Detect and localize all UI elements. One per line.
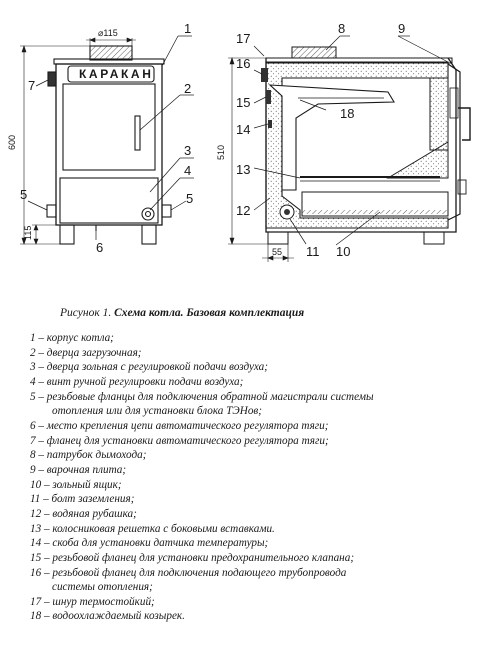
caption-prefix: Рисунок 1. [60, 307, 115, 319]
caption-title: Схема котла. Базовая комплектация [114, 307, 305, 319]
legend-item: 5 – резьбовые фланцы для подключения обратной магистрали системы [30, 390, 374, 403]
legend-item: 17 – шнур термостойкий; [30, 595, 155, 608]
callout-10: 10 [336, 244, 351, 259]
loading-door-handle [135, 116, 140, 150]
legend-item: 10 – зольный ящик; [30, 478, 122, 491]
callout-6: 6 [96, 240, 104, 255]
legend-item: 3 – дверца зольная с регулировкой подачи воздуха; [30, 361, 268, 374]
dim-side-leg: 55 [272, 247, 283, 257]
boiler-body-front [56, 64, 162, 225]
callout-1: 1 [184, 21, 192, 36]
side-door [448, 64, 460, 220]
callout-17: 17 [236, 31, 251, 46]
callout-5-right: 5 [186, 191, 194, 206]
dim-side-height: 510 [216, 144, 226, 160]
dim-front-height: 600 [7, 134, 17, 150]
callout-13: 13 [236, 162, 251, 177]
legend-item: 8 – патрубок дымохода; [30, 449, 147, 462]
callout-7: 7 [28, 78, 36, 93]
loading-door [63, 84, 155, 170]
leg-right [142, 225, 156, 244]
dim-pipe-diameter: ⌀115 [98, 28, 118, 38]
legend-item: 2 – дверца загрузочная; [30, 346, 142, 359]
callout-9: 9 [398, 21, 406, 36]
legend-item: 6 – место крепления цепи автоматического регулятора тяги; [30, 419, 329, 432]
parts-legend [30, 331, 485, 624]
callout-8: 8 [338, 21, 346, 36]
side-section-view [261, 47, 470, 244]
legend-item: отопления или для установки блока ТЭНов; [52, 405, 262, 418]
legend-item: 15 – резьбовой фланец для установки предохранительного клапана; [30, 551, 355, 564]
side-leg-right [424, 232, 444, 244]
legend-item: 18 – водоохлаждаемый козырек. [30, 610, 185, 623]
callout-5-left: 5 [20, 187, 28, 202]
side-leg-left [268, 232, 288, 244]
callout-18: 18 [340, 106, 355, 121]
callout-3: 3 [184, 143, 192, 158]
legend-item: 7 – фланец для установки автоматического регулятора тяги; [30, 434, 329, 447]
flange-supply [261, 68, 268, 82]
legend-item: 1 – корпус котла; [30, 332, 114, 344]
flange-right [162, 205, 171, 217]
legend-item: 13 – колосниковая решетка с боковыми вставками. [30, 522, 275, 535]
callout-12: 12 [236, 203, 251, 218]
sensor-bracket [268, 120, 272, 128]
dim-front-leg: 115 [23, 225, 33, 240]
callout-11: 11 [306, 244, 320, 259]
brand-name: КАРАКАН [79, 67, 154, 81]
legend-item: 12 – водяная рубашка; [30, 507, 137, 520]
legend-item: 11 – болт заземления; [30, 493, 135, 506]
legend-item: 4 – винт ручной регулировки подачи воздуха; [30, 375, 244, 388]
legend-item: 9 – варочная плита; [30, 463, 127, 476]
regulator-flange [48, 72, 56, 86]
callout-4: 4 [184, 163, 192, 178]
baffle [388, 142, 448, 178]
boiler-diagram [0, 0, 497, 300]
leg-left [60, 225, 74, 244]
flange-valve [266, 90, 271, 104]
legend-item: системы отопления; [52, 581, 153, 594]
figure-caption [60, 307, 304, 319]
callout-2: 2 [184, 81, 192, 96]
callout-14: 14 [236, 122, 251, 137]
water-cooled-visor [270, 85, 394, 190]
ash-door [60, 178, 158, 223]
callout-16: 16 [236, 56, 251, 71]
front-chimney-pipe [90, 46, 132, 60]
chimney-pipe [292, 47, 336, 58]
legend-item: 16 – резьбовой фланец для подключения подающего трубопровода [30, 566, 347, 579]
flange-left [47, 205, 56, 217]
air-screw [142, 208, 154, 220]
callout-15: 15 [236, 95, 251, 110]
legend-item: 14 – скоба для установки датчика температуры; [30, 537, 269, 550]
